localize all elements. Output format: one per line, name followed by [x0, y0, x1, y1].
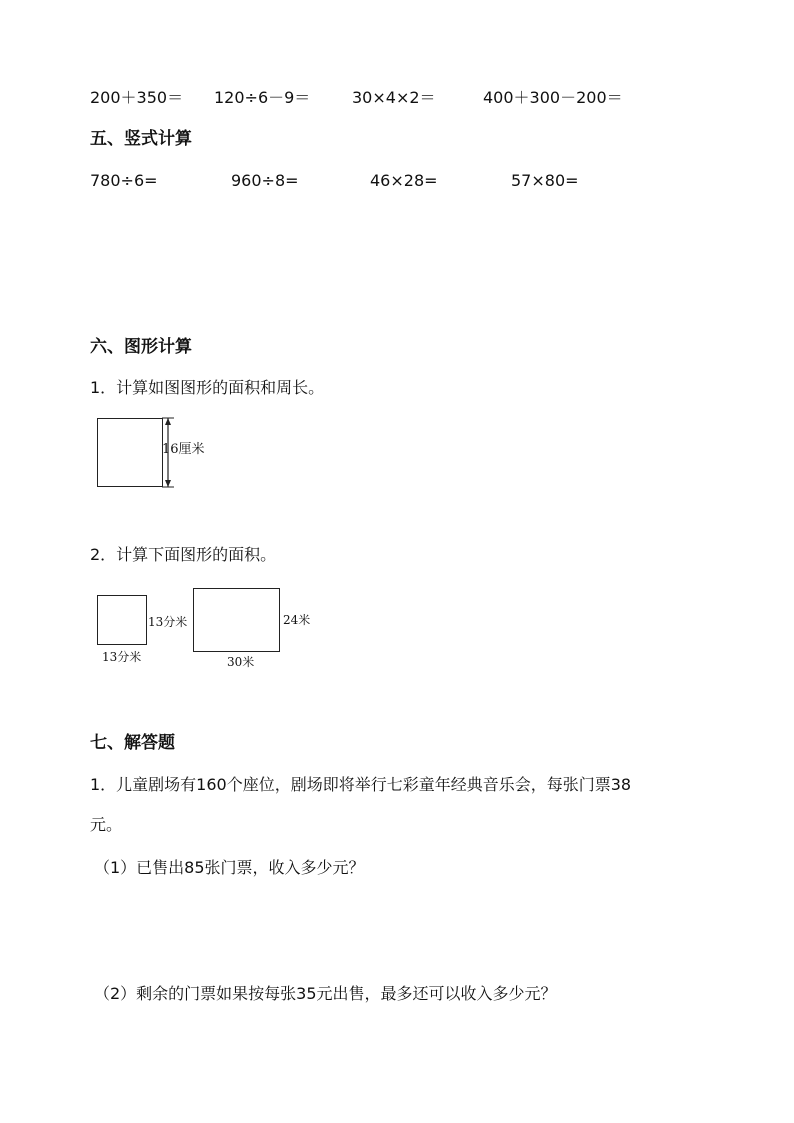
geometry-question-2: 2．计算下面图形的面积。	[90, 545, 277, 564]
word-problem-line1: 1．儿童剧场有160个座位，剧场即将举行七彩童年经典音乐会，每张门票38	[90, 775, 632, 794]
word-problem-sub2: （2）剩余的门票如果按每张35元出售，最多还可以收入多少元？	[94, 984, 557, 1003]
vertical-problem-2: 960÷8=	[231, 171, 299, 190]
rectangle-height-label: 24米	[283, 613, 311, 627]
oral-problem-1: 200＋350＝	[90, 88, 184, 107]
square-figure	[97, 418, 163, 487]
geometry-question-1: 1．计算如图图形的面积和周长。	[90, 378, 325, 397]
vertical-problem-1: 780÷6=	[90, 171, 158, 190]
section6-title: 六、图形计算	[90, 337, 192, 357]
word-problem-sub1: （1）已售出85张门票，收入多少元？	[94, 858, 365, 877]
square-side-label: 16厘米	[162, 442, 205, 457]
rectangle-figure	[193, 588, 280, 652]
small-square-bottom-label: 13分米	[102, 650, 142, 664]
small-square-figure	[97, 595, 147, 645]
vertical-problem-3: 46×28=	[370, 171, 438, 190]
section7-title: 七、解答题	[90, 733, 175, 753]
word-problem-line2: 元。	[90, 815, 123, 834]
rectangle-width-label: 30米	[227, 655, 255, 669]
oral-problem-3: 30×4×2＝	[352, 88, 436, 107]
oral-problem-2: 120÷6－9＝	[214, 88, 311, 107]
oral-problem-4: 400＋300－200＝	[483, 88, 623, 107]
section5-title: 五、竖式计算	[90, 129, 192, 149]
small-square-side-label: 13分米	[148, 615, 188, 629]
vertical-problem-4: 57×80=	[511, 171, 579, 190]
